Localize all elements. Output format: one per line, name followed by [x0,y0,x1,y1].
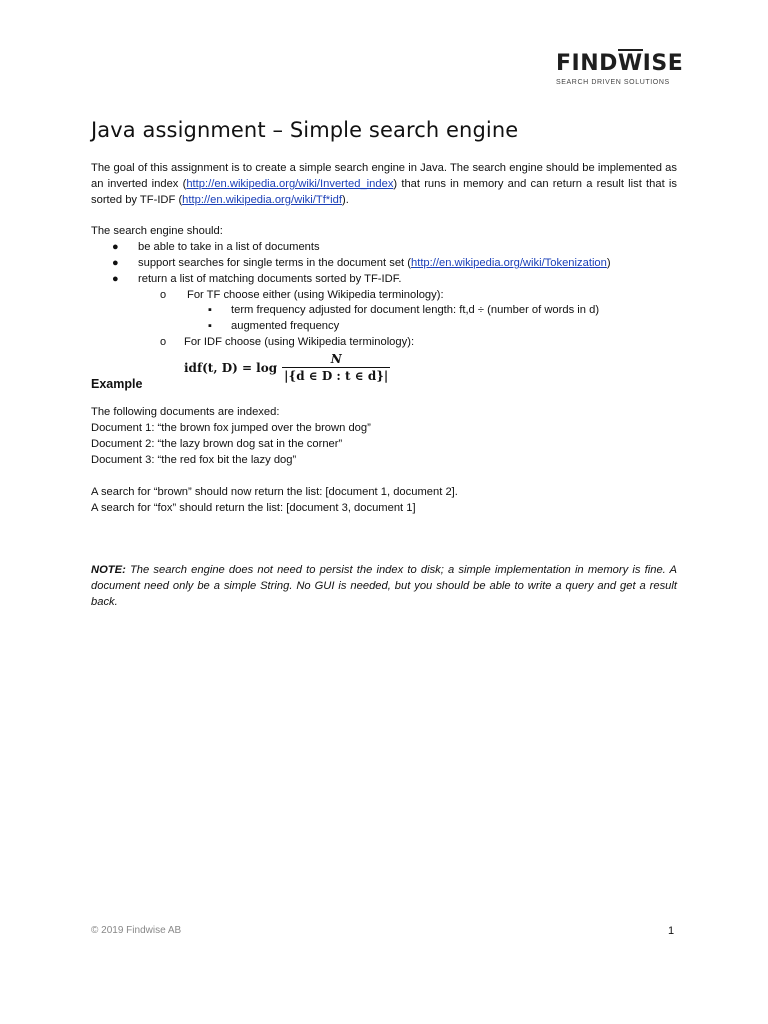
example-search-brown: A search for “brown” should now return the list: [document 1, document 2]. [91,486,458,498]
example-document-3: Document 3: “the red fox bit the lazy dog” [91,454,297,466]
footer-copyright: © 2019 Findwise AB [91,925,182,936]
tokenization-link[interactable]: http://en.wikipedia.org/wiki/Tokenization [410,257,607,269]
note-label: NOTE: [91,564,126,576]
findwise-logo [556,51,684,86]
bullet-marker: ● [112,241,119,253]
example-document-2: Document 2: “the lazy brown dog sat in the corner” [91,438,343,450]
formula-denominator: |{d ∈ D : t ∈ d}| [284,369,389,383]
subitem-idf: For IDF choose (using Wikipedia terminology): [184,336,415,348]
bullet-item-sorted: return a list of matching documents sorted by TF-IDF. [138,273,402,285]
tf-idf-link[interactable]: http://en.wikipedia.org/wiki/Tf*idf [182,194,342,206]
page-number: 1 [668,925,675,937]
logo-wordmark: FINDWISE [556,51,684,76]
circle-marker: o [160,336,167,348]
logo-tagline: SEARCH DRIVEN SOLUTIONS [556,79,670,86]
circle-marker: o [160,289,167,301]
bullet-marker: ● [112,273,119,285]
subitem-tf: For TF choose either (using Wikipedia terminology): [187,289,444,301]
intro-paragraph: The goal of this assignment is to create a simple search engine in Java. The search engine should be implemented as an inverted index (http://en.wikipedia.org/wiki/Inverted_index) that runs in memory and can return a result list that is sorted by TF-IDF (http://en.wikipedia.org/wiki/Tf*idf). [91,162,677,206]
example-heading: Example [91,377,143,391]
example-document-1: Document 1: “the brown fox jumped over the brown dog” [91,422,371,434]
bullet-marker: ● [112,257,119,269]
note-paragraph: NOTE: The search engine does not need to persist the index to disk; a simple implementation in memory is fine. A document need only be a simple String. No GUI is needed, but you should be able to write a query and get a result back. [91,564,677,608]
example-line: The following documents are indexed: [91,406,280,418]
formula-fraction [282,352,390,383]
logo-accent-letter: W [617,51,643,76]
idf-formula [184,352,390,383]
example-search-fox: A search for “fox” should return the list: [document 3, document 1] [91,502,416,514]
formula-lhs: idf(t, D) = log [184,360,278,375]
subsubitem-term-frequency: term frequency adjusted for document length: ft,d ÷ (number of words in d) [231,304,600,316]
inverted-index-link[interactable]: http://en.wikipedia.org/wiki/Inverted_index [186,178,394,190]
bullet-item-searches: support searches for single terms in the document set (http://en.wikipedia.org/wiki/Tokenization) [138,257,611,269]
bullet-item-documents: be able to take in a list of documents [138,241,320,253]
subsubitem-augmented: augmented frequency [231,320,340,332]
should-heading: The search engine should: [91,225,223,237]
page-title: Java assignment – Simple search engine [91,118,519,142]
square-marker: ▪ [208,320,212,332]
square-marker: ▪ [208,304,212,316]
formula-numerator: N [330,352,342,366]
